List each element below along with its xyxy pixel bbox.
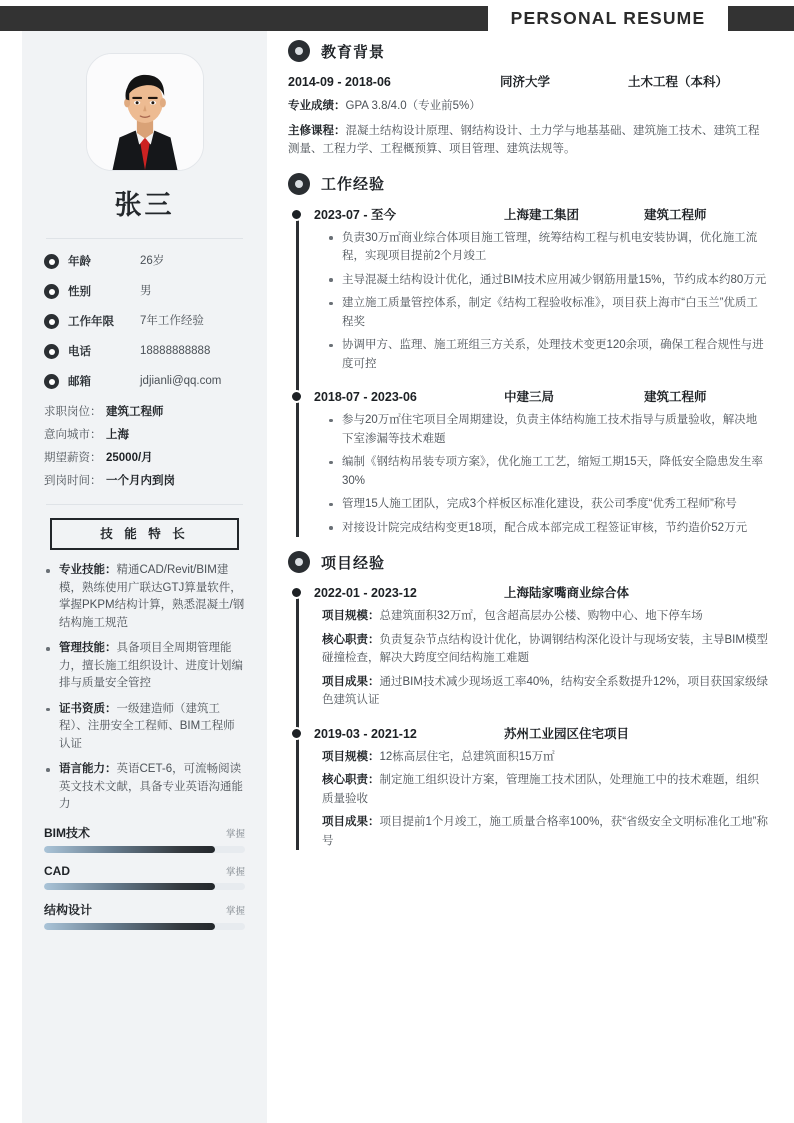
contact-value: 18888888888 [140, 345, 211, 357]
education-courses-value: 混凝土结构设计原理、钢结构设计、土力学与地基基础、建筑施工技术、建筑工程测量、工程力学、工程概预算、项目管理、建筑法规等。 [288, 124, 760, 155]
work-entry-role: 建筑工程师 [644, 390, 707, 404]
project-detail-label: 项目规模： [322, 750, 380, 763]
education-school: 同济大学 [500, 75, 551, 89]
main-content [288, 40, 768, 864]
skill-bullet-certificates [44, 701, 245, 754]
timeline-dot-icon [290, 727, 303, 740]
intent-label: 求职岗位： [44, 406, 102, 418]
project-detail-label: 项目成果： [322, 816, 380, 828]
project-entry-suzhou [314, 724, 768, 851]
disc-icon [288, 40, 310, 62]
ring-icon [44, 374, 59, 389]
section-title: 教育背景 [321, 43, 386, 61]
project-detail-duties [322, 631, 768, 668]
timeline-line [296, 213, 299, 538]
intent-value: 25000/月 [106, 452, 153, 464]
section-header [288, 173, 768, 195]
timeline-dot-icon [290, 390, 303, 403]
project-detail-results [322, 673, 768, 710]
project-entry-name: 上海陆家嘴商业综合体 [504, 586, 630, 600]
work-entry-header [314, 387, 768, 405]
contact-list [44, 253, 245, 390]
skill-meter-level: 掌握 [225, 866, 245, 878]
project-entry-date: 2019-03 - 2021-12 [314, 726, 417, 741]
project-entry-lujiazui [314, 583, 768, 710]
bullet-item: 参与20万㎡住宅项目全周期建设，负责主体结构施工技术指导与质量验收，解决地下室渗漏等技术难题 [328, 411, 768, 448]
project-detail-results [322, 813, 768, 850]
project-entry-details [314, 607, 768, 710]
section-header [288, 551, 768, 573]
skill-bullet-term: 证书资质： [59, 702, 117, 715]
work-entry-current [314, 205, 768, 374]
project-entry-header [314, 724, 768, 742]
intent-row-availability [44, 472, 245, 488]
timeline-dot-icon [290, 586, 303, 599]
work-timeline [288, 205, 768, 538]
contact-value: 7年工作经验 [140, 315, 204, 327]
skill-bullet-text: 英语CET-6，可流畅阅读英文技术文献，具备专业英语沟通能力 [59, 763, 243, 810]
ring-icon [44, 344, 59, 359]
education-courses [288, 122, 768, 159]
skills-section-title: 技 能 特 长 [50, 518, 239, 550]
skill-meter-fill [44, 923, 215, 930]
contact-row-experience [44, 313, 245, 330]
timeline-line [296, 591, 299, 850]
project-entry-name: 苏州工业园区住宅项目 [504, 726, 630, 741]
skill-bullet-list [44, 562, 245, 814]
avatar-illustration [87, 54, 203, 170]
contact-value: jdjianli@qq.com [140, 375, 222, 387]
section-work-experience [288, 173, 768, 538]
project-entry-details [314, 748, 768, 851]
skill-bullet-term: 专业技能： [59, 564, 117, 576]
project-detail-text: 负责复杂节点结构设计优化，协调钢结构深化设计与现场安装，主导BIM模型碰撞检查，解决大跨度空间结构施工难题 [322, 633, 768, 664]
bullet-item: 对接设计院完成结构变更18项，配合成本部完成工程签证审核，节约造价52万元 [328, 519, 768, 538]
project-detail-duties [322, 771, 768, 808]
skill-meter-head [44, 901, 245, 918]
skill-meter-level: 掌握 [225, 905, 245, 917]
bullet-item: 协调甲方、监理、施工班组三方关系，处理技术变更120余项，确保工程合规性与进度可控 [328, 336, 768, 373]
ring-icon [44, 314, 59, 329]
intent-label: 意向城市： [44, 429, 102, 441]
skill-meter-structural-design [44, 901, 245, 930]
skill-meter-cad [44, 864, 245, 890]
intent-value: 上海 [106, 429, 129, 441]
education-major: 土木工程（本科） [628, 75, 729, 89]
contact-label: 电话 [68, 346, 91, 358]
education-gpa [288, 97, 768, 116]
header-bar [0, 6, 794, 31]
skill-meter-bim [44, 824, 245, 853]
section-project-experience [288, 551, 768, 850]
skill-meter-name: BIM技术 [44, 825, 90, 840]
education-row [288, 72, 768, 90]
disc-icon [288, 173, 310, 195]
skill-meter-fill [44, 846, 215, 853]
contact-label: 年龄 [68, 256, 91, 268]
contact-label: 工作年限 [68, 316, 114, 328]
intent-row-salary [44, 449, 245, 465]
skill-meter-list [44, 824, 245, 930]
project-detail-text: 项目提前1个月竣工，施工质量合格率100%，获“省级安全文明标准化工地”称号 [322, 816, 768, 847]
project-detail-text: 总建筑面积32万㎡，包含超高层办公楼、购物中心、地下停车场 [379, 610, 703, 622]
work-entry-company: 上海建工集团 [504, 207, 580, 222]
project-detail-text: 通过BIM技术减少现场返工率40%，结构安全系数提升12%，项目获国家级绿色建筑认证 [322, 675, 768, 706]
skill-bullet-language [44, 761, 245, 814]
project-detail-label: 项目成果： [322, 675, 380, 688]
intent-label: 期望薪资： [44, 452, 102, 464]
bullet-item: 管理15人施工团队，完成3个样板区标准化建设，获公司季度“优秀工程师”称号 [328, 495, 768, 514]
skill-meter-head [44, 864, 245, 878]
project-detail-scale [322, 748, 768, 767]
skill-meter-track [44, 883, 245, 890]
contact-row-age [44, 253, 245, 270]
bullet-item: 建立施工质量管控体系，制定《结构工程验收标准》，项目获上海市“白玉兰”优质工程奖 [328, 294, 768, 331]
work-entry-previous [314, 387, 768, 537]
education-courses-label: 主修课程： [288, 124, 346, 137]
timeline-dot-icon [290, 208, 303, 221]
skill-meter-track [44, 923, 245, 930]
page-title: PERSONAL RESUME [510, 8, 706, 28]
divider-top [46, 238, 243, 239]
skill-meter-name: 结构设计 [44, 902, 93, 917]
intent-label: 到岗时间： [44, 475, 102, 487]
contact-value: 26岁 [140, 255, 165, 267]
skill-meter-name: CAD [44, 863, 70, 878]
project-timeline [288, 583, 768, 850]
skill-meter-track [44, 846, 245, 853]
work-entry-company: 中建三局 [504, 390, 555, 404]
section-title: 工作经验 [321, 176, 386, 193]
skill-meter-fill [44, 883, 215, 890]
skill-bullet-term: 语言能力： [59, 763, 117, 775]
project-detail-label: 核心职责： [322, 633, 380, 646]
project-detail-text: 制定施工组织设计方案，管理施工技术团队，处理施工中的技术难题，组织质量验收 [322, 774, 759, 805]
bullet-item: 负责30万㎡商业综合体项目施工管理，统筹结构工程与机电安装协调，优化施工流程，实现项目提前2个月竣工 [328, 229, 768, 266]
skill-bullet-management [44, 640, 245, 693]
education-gpa-label: 专业成绩： [288, 100, 346, 112]
project-entry-date: 2022-01 - 2023-12 [314, 586, 417, 600]
project-entry-header [314, 583, 768, 601]
intent-value: 建筑工程师 [106, 406, 164, 418]
education-date: 2014-09 - 2018-06 [288, 75, 391, 89]
intent-value: 一个月内到岗 [106, 475, 175, 487]
bullet-item: 编制《钢结构吊装专项方案》，优化施工工艺，缩短工期15天，降低安全隐患发生率30% [328, 453, 768, 490]
section-education [288, 40, 768, 159]
contact-row-email [44, 373, 245, 390]
ring-icon [44, 254, 59, 269]
person-name: 张三 [114, 190, 175, 220]
project-detail-label: 项目规模： [322, 610, 380, 622]
education-gpa-value: GPA 3.8/4.0（专业前5%） [345, 100, 481, 112]
project-detail-text: 12栋高层住宅，总建筑面积15万㎡ [379, 750, 555, 763]
contact-row-gender [44, 283, 245, 300]
avatar [86, 53, 204, 171]
contact-label: 邮箱 [68, 376, 91, 388]
contact-label: 性别 [68, 286, 91, 298]
sidebar [22, 31, 267, 1123]
work-entry-bullets [314, 229, 768, 374]
project-detail-label: 核心职责： [322, 774, 380, 786]
contact-value: 男 [140, 285, 152, 297]
project-detail-scale [322, 607, 768, 626]
skill-meter-head [44, 824, 245, 841]
skill-bullet-term: 管理技能： [59, 642, 117, 654]
section-header [288, 40, 768, 62]
work-entry-date: 2023-07 - 至今 [314, 207, 396, 222]
ring-icon [44, 284, 59, 299]
intent-row-city [44, 426, 245, 442]
skill-bullet-text: 精通CAD/Revit/BIM建模，熟练使用广联达GTJ算量软件，掌握PKPM结构计算，熟悉混凝土/钢结构施工规范 [59, 564, 245, 629]
work-entry-bullets [314, 411, 768, 537]
skill-bullet-text: 具备项目全周期管理能力，擅长施工组织设计、进度计划编排与质量安全管控 [59, 642, 243, 689]
skill-bullet-text: 一级建造师（建筑工程）、注册安全工程师、BIM工程师认证 [59, 702, 235, 750]
skill-bullet-professional [44, 562, 245, 632]
divider-bottom [46, 504, 243, 505]
section-title: 项目经验 [321, 554, 386, 572]
skill-meter-level: 掌握 [225, 828, 245, 840]
disc-icon [288, 551, 310, 573]
work-entry-date: 2018-07 - 2023-06 [314, 390, 417, 404]
intent-row-position [44, 403, 245, 419]
contact-row-phone [44, 343, 245, 360]
work-entry-header [314, 205, 768, 223]
work-entry-role: 建筑工程师 [644, 207, 707, 222]
job-intention-list [44, 403, 245, 488]
bullet-item: 主导混凝土结构设计优化，通过BIM技术应用减少钢筋用量15%，节约成本约80万元 [328, 271, 768, 290]
